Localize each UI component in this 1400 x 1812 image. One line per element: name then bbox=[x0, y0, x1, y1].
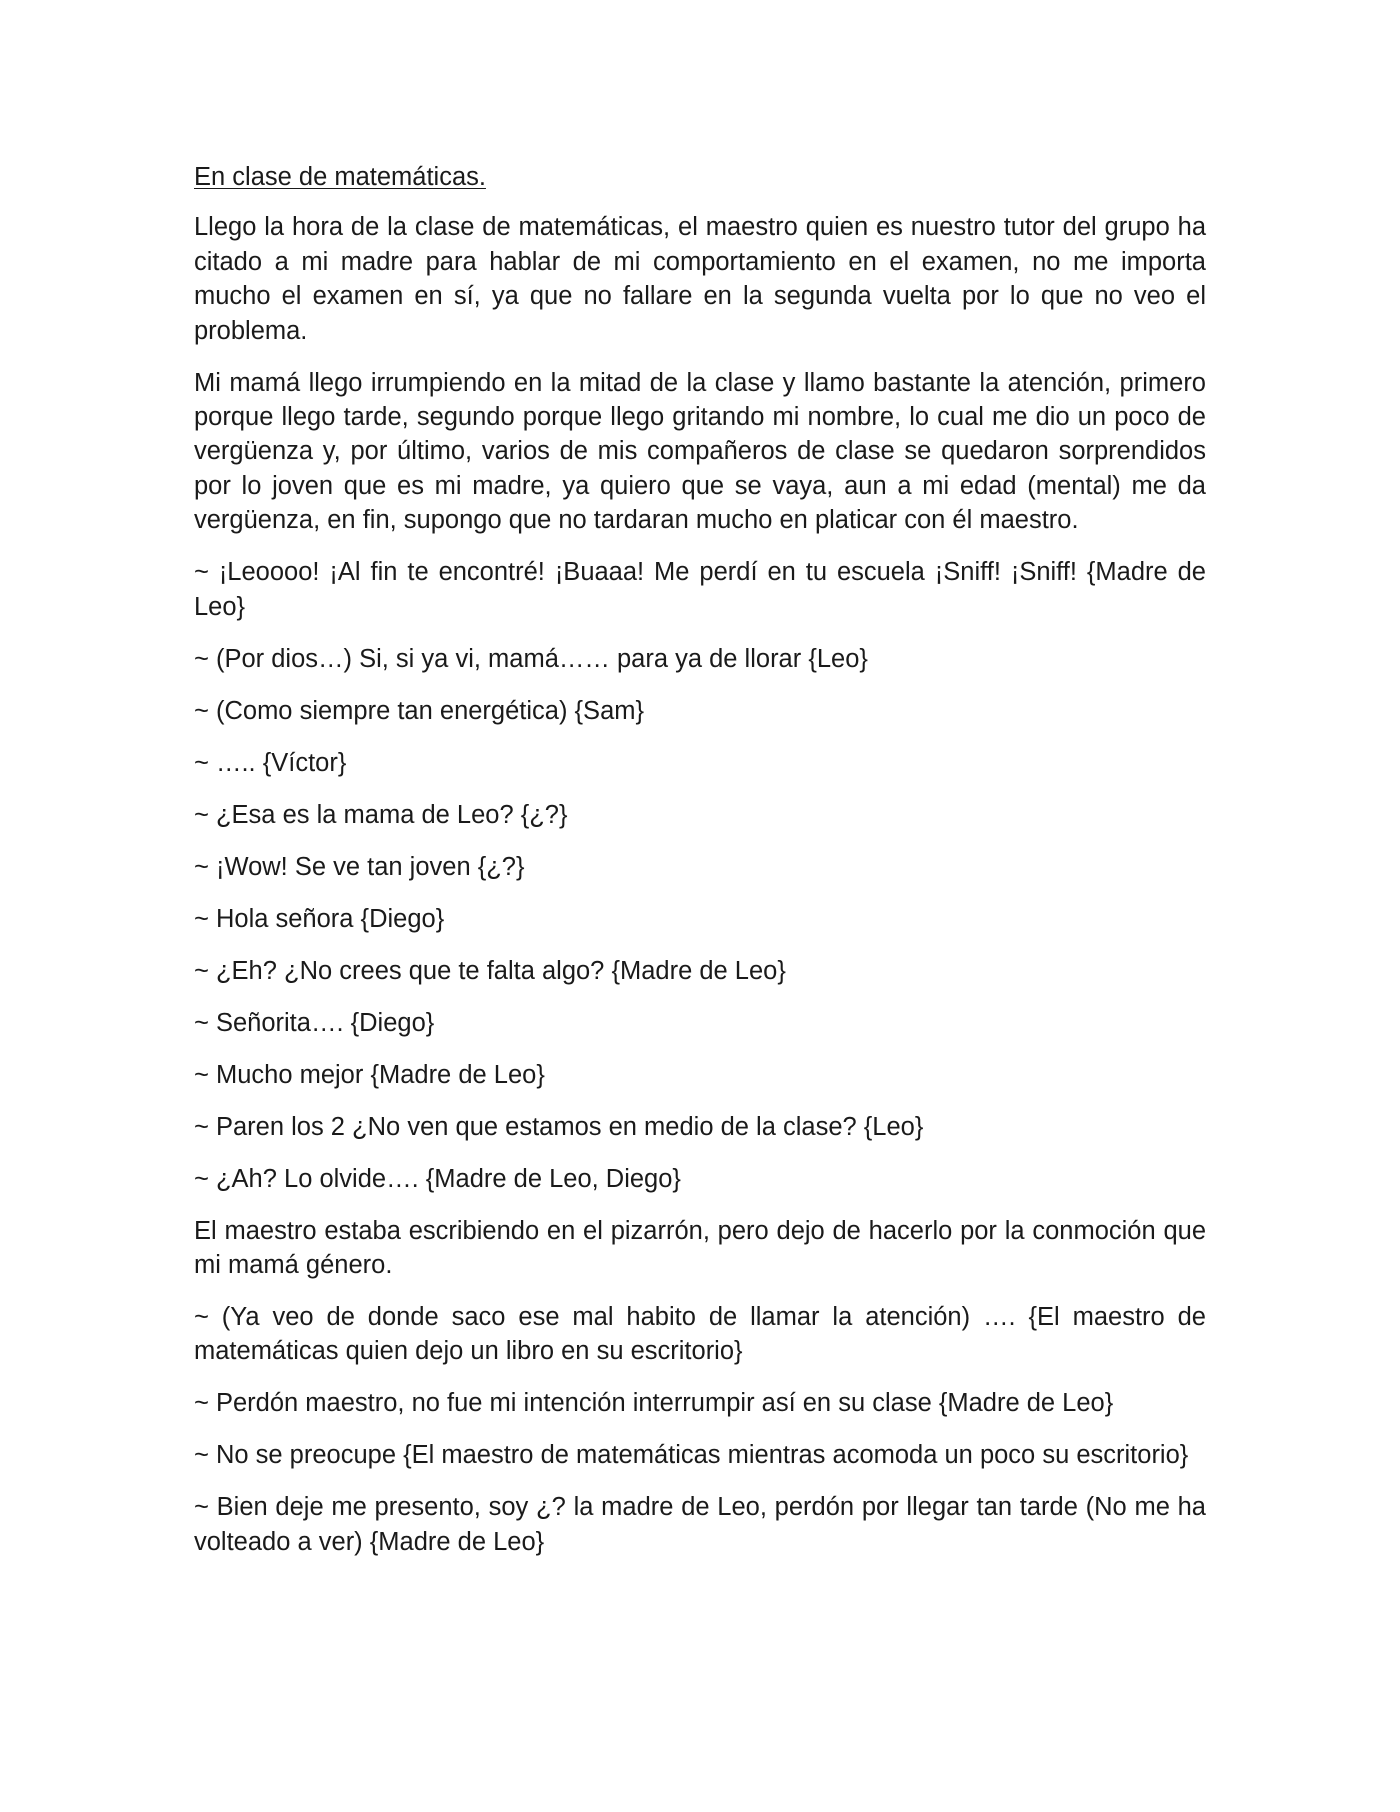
dialogue-line: ~ ¡Wow! Se ve tan joven {¿?} bbox=[194, 852, 525, 881]
paragraph: El maestro estaba escribiendo en el pizarrón, pero dejo de hacerlo por la conmoción que mi mamá género. bbox=[194, 1216, 1206, 1280]
dialogue-line: ~ Bien deje me presento, soy ¿? la madre de Leo, perdón por llegar tan tarde (No me ha volteado a ver) {Madre de Leo} bbox=[194, 1493, 1206, 1556]
dialogue-line: ~ Perdón maestro, no fue mi intención interrumpir así en su clase {Madre de Leo} bbox=[194, 1389, 1114, 1418]
dialogue-line: ~ Hola señora {Diego} bbox=[194, 904, 445, 933]
dialogue-line: ~ ….. {Víctor} bbox=[194, 748, 347, 777]
dialogue-line: ~ (Por dios…) Si, si ya vi, mamá…… para ya de llorar {Leo} bbox=[194, 644, 868, 673]
dialogue-line: ~ (Ya veo de donde saco ese mal habito de llamar la atención) …. {El maestro de matemáticas quien dejo un libro en su escritorio} bbox=[194, 1303, 1206, 1366]
paragraph: Mi mamá llego irrumpiendo en la mitad de la clase y llamo bastante la atención, primero porque llego tarde, segundo porque llego gritando mi nombre, lo cual me dio un poco de vergüenza y, por último, varios de mis compañeros de clase se quedaron sorprendidos por lo joven que es mi madre, ya quiero que se vaya, aun a mi edad (mental) me da vergüenza, en fin, supongo que no tardaran mucho en platicar con él maestro. bbox=[194, 368, 1206, 535]
dialogue-line: ~ Mucho mejor {Madre de Leo} bbox=[194, 1060, 545, 1089]
dialogue-line: ~ ¿Ah? Lo olvide…. {Madre de Leo, Diego} bbox=[194, 1164, 681, 1193]
dialogue-line: ~ ¿Eh? ¿No crees que te falta algo? {Madre de Leo} bbox=[194, 956, 786, 985]
dialogue-line: ~ Señorita…. {Diego} bbox=[194, 1008, 435, 1037]
dialogue-line: ~ ¡Leoooo! ¡Al fin te encontré! ¡Buaaa! Me perdí en tu escuela ¡Sniff! ¡Sniff! {Madre de Leo} bbox=[194, 558, 1206, 621]
document-title: En clase de matemáticas. bbox=[194, 163, 486, 191]
dialogue-line: ~ No se preocupe {El maestro de matemáticas mientras acomoda un poco su escritorio} bbox=[194, 1441, 1189, 1470]
paragraph: Llego la hora de la clase de matemáticas, el maestro quien es nuestro tutor del grupo ha citado a mi madre para hablar de mi comportamiento en el examen, no me importa mucho el examen en sí, ya que no fallare en la segunda vuelta por lo que no veo el problema. bbox=[194, 213, 1206, 345]
dialogue-line: ~ Paren los 2 ¿No ven que estamos en medio de la clase? {Leo} bbox=[194, 1112, 924, 1141]
document-body bbox=[194, 210, 1206, 1559]
document-page bbox=[194, 160, 1206, 1577]
dialogue-line: ~ ¿Esa es la mama de Leo? {¿?} bbox=[194, 800, 568, 829]
dialogue-line: ~ (Como siempre tan energética) {Sam} bbox=[194, 696, 645, 725]
